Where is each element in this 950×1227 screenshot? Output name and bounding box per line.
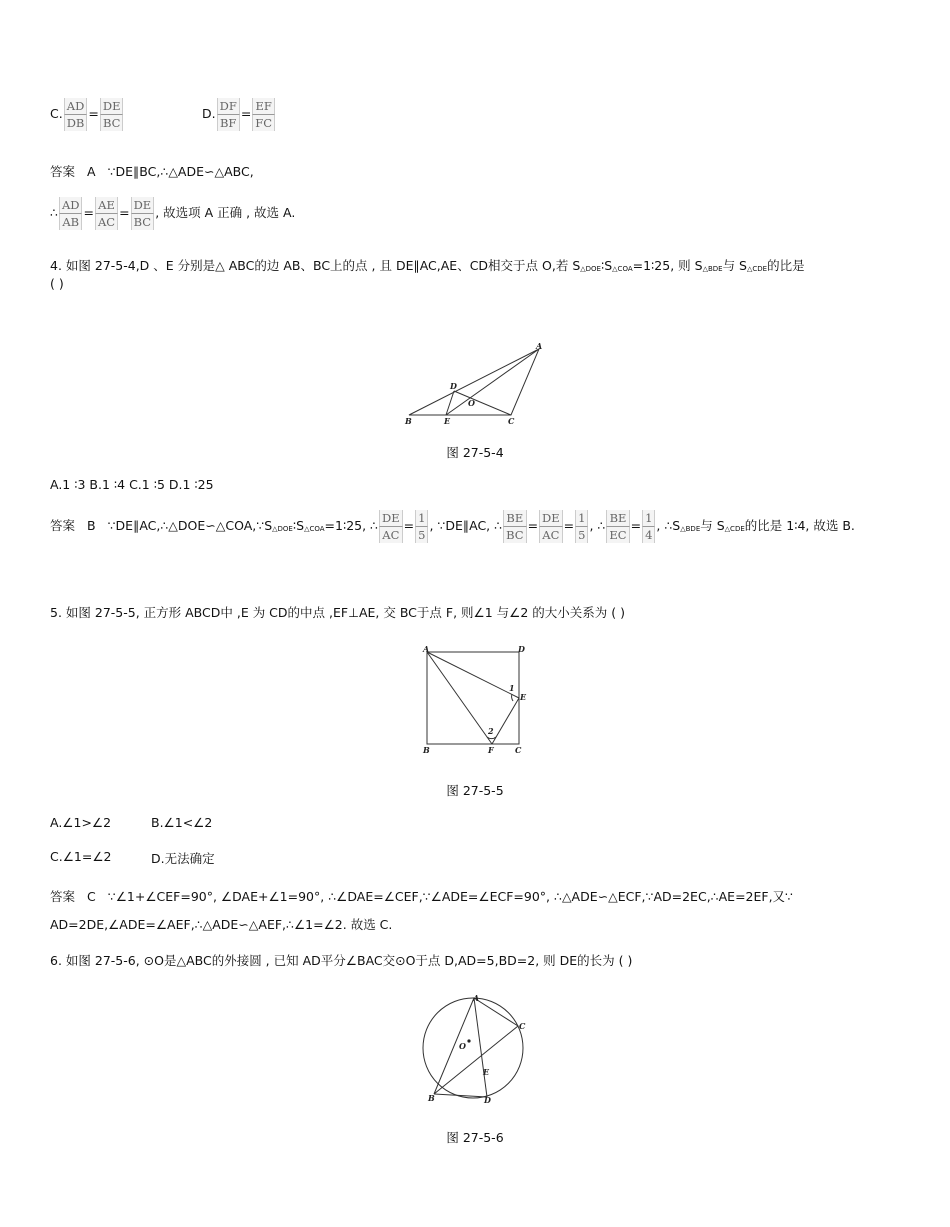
- label-o: O: [459, 1041, 466, 1051]
- denominator: BC: [131, 214, 155, 230]
- label-b: B: [423, 745, 430, 755]
- q3-option-d: [202, 98, 276, 131]
- denominator: 5: [415, 527, 428, 543]
- stem-text: 的比是: [767, 258, 805, 273]
- label-b: B: [405, 416, 412, 426]
- numerator: DF: [217, 98, 240, 115]
- stem-text: ∶S: [600, 258, 613, 273]
- equals-sign: =: [83, 205, 94, 220]
- fraction: [64, 98, 88, 131]
- numerator: EF: [252, 98, 275, 115]
- label-c: C: [508, 416, 515, 426]
- q5-answer: [50, 887, 793, 905]
- q3-option-c: [50, 98, 124, 131]
- subscript: △CDE: [724, 525, 745, 533]
- denominator: FC: [252, 115, 275, 131]
- label-a: A: [536, 342, 543, 351]
- label-d: D: [518, 644, 525, 654]
- subscript: △CDE: [747, 265, 768, 273]
- label-a: A: [423, 644, 430, 654]
- label-o: O: [468, 398, 475, 408]
- answer-text: ∵DE∥AC,∴△DOE∽△COA,∵S: [107, 518, 273, 533]
- numerator: BE: [503, 510, 526, 527]
- figure-caption: 图 27-5-4: [446, 445, 504, 460]
- answer-text: , 故选项 A 正确 , 故选 A.: [155, 205, 296, 220]
- q4-options: A.1 ∶3 B.1 ∶4 C.1 ∶5 D.1 ∶25: [50, 477, 214, 492]
- figure-27-5-4: [403, 342, 545, 428]
- equals-sign: =: [630, 518, 642, 533]
- q5-stem: 5. 如图 27-5-5, 正方形 ABCD中 ,E 为 CD的中点 ,EF⊥AE, 交 BC于点 F, 则∠1 与∠2 的大小关系为 ( ): [50, 605, 625, 620]
- subscript: △BDE: [702, 265, 723, 273]
- denominator: BF: [217, 115, 240, 131]
- denominator: AC: [379, 527, 403, 543]
- answer-prefix: 答案: [50, 164, 76, 179]
- answer-text: 的比是 1∶4, 故选 B.: [744, 518, 855, 533]
- denominator: BC: [503, 527, 526, 543]
- answer-letter: A: [87, 164, 96, 179]
- q3-answer-line2: [50, 197, 295, 230]
- fraction: [606, 510, 629, 543]
- figure-caption: 图 27-5-6: [446, 1130, 504, 1145]
- segment-ad: [474, 998, 487, 1097]
- center-dot: [467, 1039, 470, 1042]
- denominator: BC: [100, 115, 124, 131]
- answer-text: , ∴: [589, 518, 606, 533]
- fraction: [131, 197, 155, 230]
- label-f: F: [488, 745, 494, 755]
- equals-sign: =: [240, 106, 252, 121]
- figure-27-5-5: [421, 643, 529, 756]
- denominator: AC: [539, 527, 563, 543]
- fraction: [415, 510, 428, 543]
- q5-answer-line2: AD=2DE,∠ADE=∠AEF,∴△ADE∽△AEF,∴∠1=∠2. 故选 C.: [50, 917, 393, 932]
- numerator: 1: [575, 510, 588, 527]
- answer-text: 与 S: [700, 518, 725, 533]
- figure-27-5-6: [420, 991, 528, 1103]
- answer-blank: ( ): [50, 276, 64, 291]
- denominator: AB: [59, 214, 83, 230]
- option-label: C.: [50, 106, 63, 121]
- figure-caption: 图 27-5-5: [446, 783, 504, 798]
- circle-o: [423, 998, 523, 1098]
- denominator: 4: [642, 527, 655, 543]
- denominator: DB: [64, 115, 88, 131]
- circle-diagram: [420, 991, 528, 1103]
- equals-sign: =: [403, 518, 415, 533]
- q4-answer-paren: [50, 276, 64, 291]
- segment-af: [427, 652, 492, 744]
- subscript: △DOE: [580, 265, 601, 273]
- label-d: D: [484, 1095, 491, 1103]
- numerator: DE: [131, 197, 155, 214]
- label-angle-2: 2: [488, 726, 494, 736]
- stem-text: =1∶25, 则 S: [632, 258, 703, 273]
- equals-sign: =: [119, 205, 130, 220]
- answer-text: ∶S: [292, 518, 305, 533]
- subscript: △DOE: [272, 525, 293, 533]
- square-diagram: [421, 643, 529, 756]
- answer-text: , ∴S: [656, 518, 681, 533]
- numerator: AD: [59, 197, 83, 214]
- therefore: ∴: [50, 205, 58, 220]
- q3-answer: [50, 162, 254, 180]
- segment-ae: [427, 652, 519, 698]
- fraction: [503, 510, 526, 543]
- numerator: AD: [64, 98, 88, 115]
- label-angle-1: 1: [509, 683, 515, 693]
- subscript: △COA: [304, 525, 325, 533]
- q6-stem: 6. 如图 27-5-6, ⊙O是△ABC的外接圆 , 已知 AD平分∠BAC交⊙O于点 D,AD=5,BD=2, 则 DE的长为 ( ): [50, 953, 633, 968]
- numerator: DE: [379, 510, 403, 527]
- option-label: D.: [202, 106, 216, 121]
- answer-prefix: 答案: [50, 518, 76, 533]
- answer-text: , ∵DE∥AC, ∴: [429, 518, 503, 533]
- equals-sign: =: [563, 518, 575, 533]
- label-e: E: [520, 692, 527, 702]
- answer-text: ∵DE∥BC,∴△ADE∽△ABC,: [107, 164, 254, 179]
- stem-text: 与 S: [722, 258, 747, 273]
- denominator: EC: [606, 527, 629, 543]
- q5-option-d: D.无法确定: [151, 851, 215, 866]
- numerator: AE: [95, 197, 118, 214]
- triangle-diagram: [403, 342, 545, 428]
- fraction: [539, 510, 563, 543]
- numerator: 1: [642, 510, 655, 527]
- answer-text: ∵∠1+∠CEF=90°, ∠DAE+∠1=90°, ∴∠DAE=∠CEF,∵∠ADE=∠ECF=90°, ∴△ADE∽△ECF,∵AD=2EC,∴AE=2EF,又∵: [107, 889, 794, 904]
- label-c: C: [515, 745, 522, 755]
- fraction: [59, 197, 83, 230]
- fraction: [217, 98, 240, 131]
- numerator: 1: [415, 510, 428, 527]
- q4-answer: [50, 510, 855, 543]
- label-e: E: [444, 416, 451, 426]
- angle-2-arc: [487, 737, 496, 739]
- equals-sign: =: [88, 106, 99, 121]
- denominator: AC: [95, 214, 118, 230]
- equals-sign: =: [527, 518, 539, 533]
- fraction: [100, 98, 124, 131]
- fraction: [95, 197, 118, 230]
- answer-text: =1∶25, ∴: [324, 518, 379, 533]
- fraction: [642, 510, 655, 543]
- numerator: DE: [539, 510, 563, 527]
- square-abcd: [427, 652, 519, 744]
- label-c: C: [519, 1021, 526, 1031]
- denominator: 5: [575, 527, 588, 543]
- answer-letter: B: [87, 518, 96, 533]
- label-a: A: [473, 993, 480, 1003]
- subscript: △BDE: [680, 525, 701, 533]
- stem-text: 4. 如图 27-5-4,D 、E 分别是△ ABC的边 AB、BC上的点 , 且 DE∥AC,AE、CD相交于点 O,若 S: [50, 258, 581, 273]
- fraction: [252, 98, 275, 131]
- q4-stem: [50, 256, 805, 274]
- label-d: D: [450, 381, 457, 391]
- numerator: DE: [100, 98, 124, 115]
- fraction: [575, 510, 588, 543]
- label-e: E: [483, 1067, 490, 1077]
- label-b: B: [428, 1093, 435, 1103]
- subscript: △COA: [612, 265, 633, 273]
- fraction: [379, 510, 403, 543]
- q5-option-b: B.∠1<∠2: [151, 815, 213, 830]
- q5-option-a: A.∠1>∠2: [50, 815, 112, 830]
- numerator: BE: [606, 510, 629, 527]
- q5-option-c: C.∠1=∠2: [50, 849, 112, 864]
- answer-prefix: 答案: [50, 889, 76, 904]
- answer-letter: C: [87, 889, 96, 904]
